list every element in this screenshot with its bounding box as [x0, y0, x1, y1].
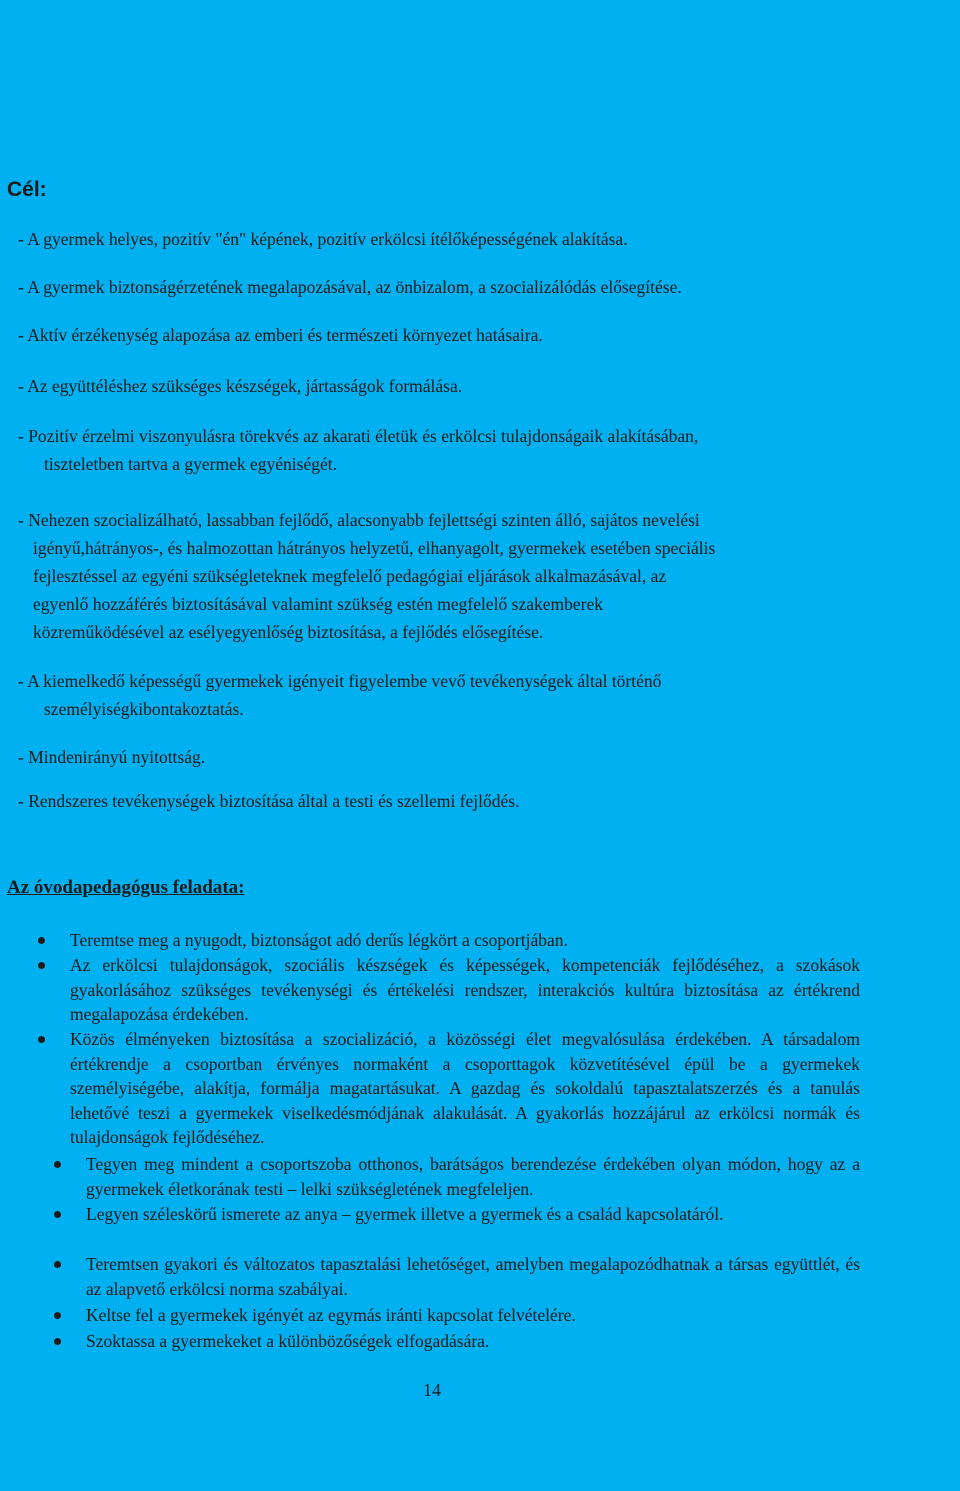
bullet-dot	[54, 1161, 61, 1168]
task-item-5: Legyen széleskörű ismerete az anya – gyermek illetve a gyermek és a család kapcsolatáról.	[86, 1204, 724, 1224]
task-item-8: Szoktassa a gyermekeket a különbözőségek elfogadására.	[86, 1331, 490, 1351]
bullet-dot	[54, 1312, 61, 1319]
goal-item-7-line-2: személyiségkibontakoztatás.	[44, 699, 244, 719]
goal-item-5-line-2: tiszteletben tartva a gyermek egyéniségét.	[44, 454, 337, 474]
bullet-dot	[38, 1036, 45, 1043]
goal-item-6-line-1: - Nehezen szocializálható, lassabban fejlődő, alacsonyabb fejlettségi szinten álló, sajátos nevelési	[18, 510, 700, 530]
goal-item-8: - Mindenirányú nyitottság.	[18, 747, 206, 767]
bullet-dot	[38, 962, 45, 969]
task-item-7: Keltse fel a gyermekek igényét az egymás iránti kapcsolat felvételére.	[86, 1305, 576, 1325]
bullet-dot	[54, 1261, 61, 1268]
goal-item-6-line-5: közreműködésével az esélyegyenlőség biztosítása, a fejlődés elősegítése.	[33, 622, 544, 642]
tasks-heading: Az óvodapedagógus feladata:	[7, 877, 245, 898]
goal-item-4: - Az együttéléshez szükséges készségek, jártasságok formálása.	[18, 376, 463, 396]
goal-item-9: - Rendszeres tevékenységek biztosítása által a testi és szellemi fejlődés.	[18, 791, 520, 811]
goal-item-3: - Aktív érzékenység alapozása az emberi és természeti környezet hatásaira.	[18, 325, 543, 345]
goal-item-5-line-1: - Pozitív érzelmi viszonyulásra törekvés az akarati életük és erkölcsi tulajdonságaik alakításában,	[18, 426, 699, 446]
goal-heading: Cél:	[7, 178, 47, 201]
task-item-2: Az erkölcsi tulajdonságok, szociális készségek és képességek, kompetenciák fejlődéséhez, a szokások gyakorlásához szükséges tevékenységi és értékelési rendszer, interakciós kultúra biztosítása az értékrend megalapozása érdekében.	[70, 955, 860, 1025]
page-number: 14	[423, 1380, 441, 1400]
task-item-4: Tegyen meg mindent a csoportszoba otthonos, barátságos berendezése érdekében olyan módon, hogy az a gyermekek életkorának testi – lelki szükségletének megfeleljen.	[86, 1154, 860, 1199]
goal-item-6-line-3: fejlesztéssel az egyéni szükségleteknek megfelelő pedagógiai eljárások alkalmazásával, az	[33, 566, 667, 586]
task-item-3: Közös élményeken biztosítása a szocializáció, a közösségi élet megvalósulása érdekében. A társadalom értékrendje a csoportban érvényes normaként a csoporttagok közvetítésével épül be a gyermekek személyiségébe, alakítja, formálja magatartásukat. A gazdag és sokoldalú tapasztalatszerzés és a tanulás lehetővé teszi a gyermekek viselkedésmódjának alakulását. A gyakorlás hozzájárul az erkölcsi normák és tulajdonságok fejlődéséhez.	[70, 1029, 860, 1148]
goal-item-7-line-1: - A kiemelkedő képességű gyermekek igényeit figyelembe vevő tevékenységek által történő	[18, 671, 662, 691]
goal-item-2: - A gyermek biztonságérzetének megalapozásával, az önbizalom, a szocializálódás elősegítése.	[18, 277, 682, 297]
bullet-dot	[54, 1211, 61, 1218]
goal-item-6-line-2: igényű,hátrányos-, és halmozottan hátrányos helyzetű, elhanyagolt, gyermekek esetében speciális	[33, 538, 716, 558]
goal-item-6-line-4: egyenlő hozzáférés biztosításával valamint szükség estén megfelelő szakemberek	[33, 594, 603, 614]
goal-item-1: - A gyermek helyes, pozitív "én" képének, pozitív erkölcsi ítélőképességének alakítása.	[18, 229, 628, 249]
bullet-dot	[54, 1338, 61, 1345]
bullet-dot	[38, 937, 45, 944]
task-item-6: Teremtsen gyakori és változatos tapasztalási lehetőséget, amelyben megalapozódhatnak a társas együttlét, és az alapvető erkölcsi norma szabályai.	[86, 1254, 860, 1299]
task-item-1: Teremtse meg a nyugodt, biztonságot adó derűs légkört a csoportjában.	[70, 930, 568, 950]
